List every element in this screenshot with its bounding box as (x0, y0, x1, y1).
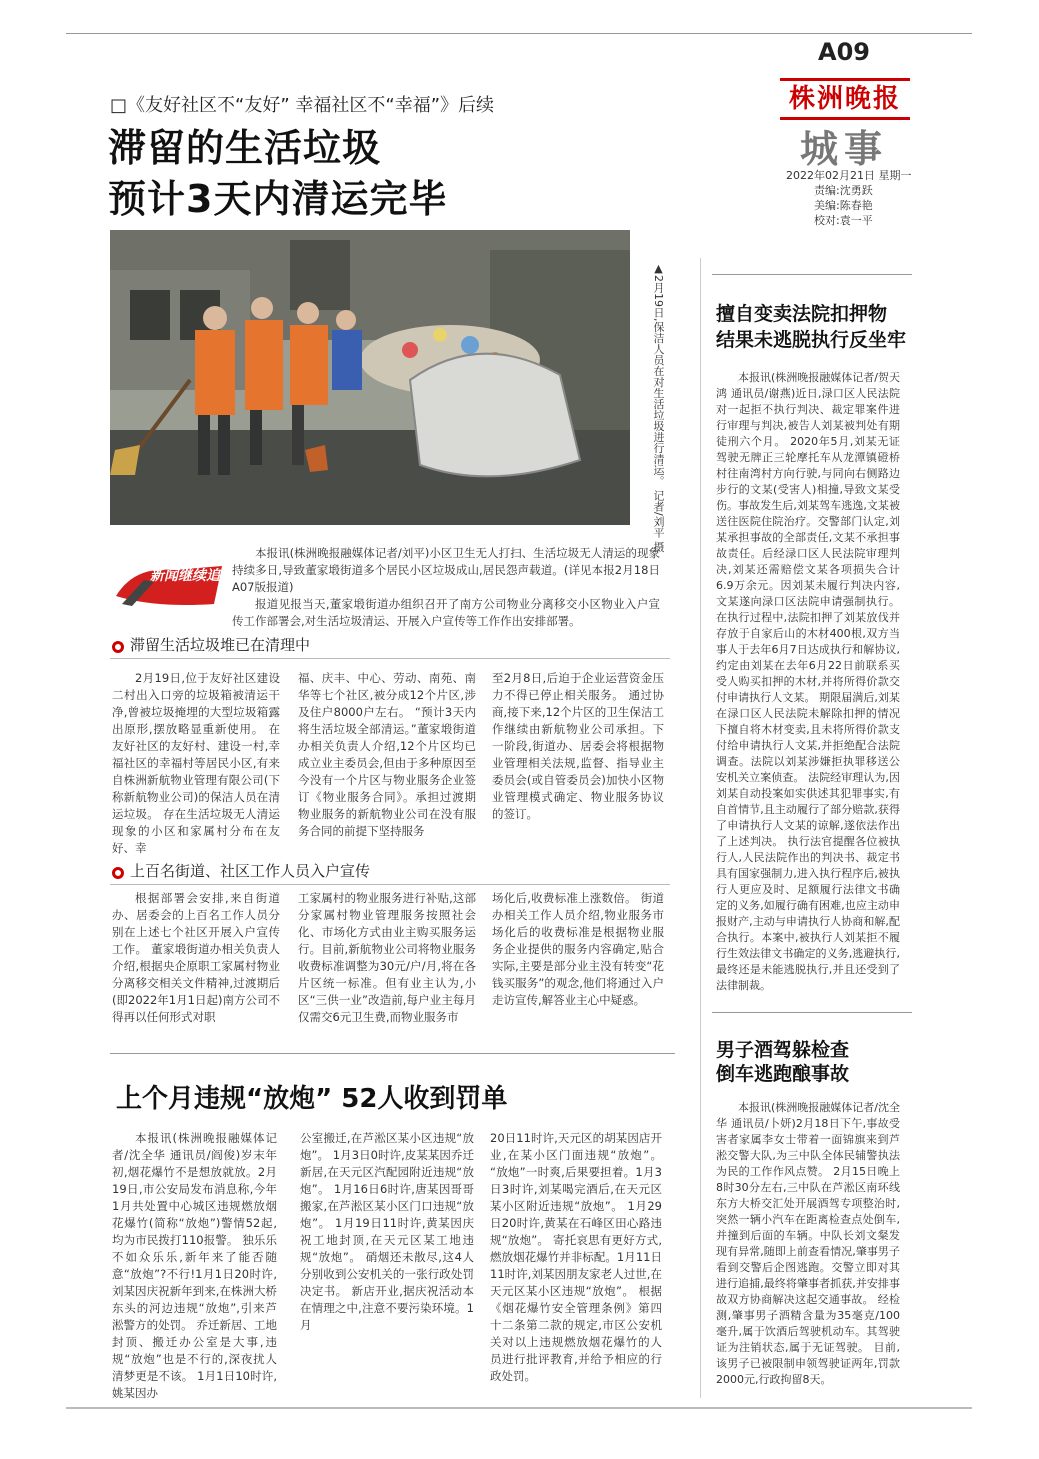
drunk-top-rule (712, 1012, 912, 1013)
drunk-headline-2: 倒车逃跑酿事故 (716, 1063, 850, 1085)
top-rule (66, 33, 972, 34)
red-ring-icon (112, 867, 124, 879)
subhead-1-text: 滞留生活垃圾堆已在清理中 (130, 636, 311, 654)
court-body: 本报讯(株洲晚报融媒体记者/贺天鸿 通讯员/谢燕)近日,渌口区人民法院对一起拒不执行判决、裁定罪案件进行审理与判决,被告人刘某被判处有期徒刑六个月。 2020年5月,刘某无证驾驶无牌正三轮摩托车从龙潭镇磴桥村往南湾村方向行驶,与同向右侧路边步行的文某(受害人)相撞,导致文某受伤。事故发生后,刘某驾车逃逸,文某被送往医院住院治疗。交警部门认定,刘某承担事故的全部责任,文某不承担事故责任。后经渌口区人民法院审理判决,刘某还需赔偿文某各项损失合计6.9万余元。因刘某未履行判决内容,文某遂向渌口区法院申请强制执行。 在执行过程中,法院扣押了刘某放伐并存放于自家后山的木材400根,双方当事人于去年6月7日达成执行和解协议,约定由刘某在去年6月22日前联系买受人购买扣押的木材,并将所得价款交付申请执行人文某。 期限届满后,刘某在渌口区人民法院未解除扣押的情况下擅自将木材变卖,且未将所得价款支付给申请执行人文某,并拒绝配合法院调查。法院以刘某涉嫌拒执罪移送公安机关立案侦查。 法院经审理认为,因刘某自动投案如实供述其犯罪事实,有自首情节,且主动履行了部分赔款,获得了申请执行人文某的谅解,遂依法作出了上述判决。 执行法官提醒各位被执行人,人民法院作出的判决书、裁定书具有国家强制力,进入执行程序后,被执行人更应及时、足额履行法律文书确定的义务,如履行确有困难,也应主动申报财产,主动与申请执行人协商和解,配合执行。本案中,被执行人刘某拒不履行生效法律文书确定的义务,逃避执行,最终还是未能逃脱执行,并且还受到了法律制裁。 (716, 371, 900, 992)
section-2-col-3: 场化后,收费标准上涨数倍。 街道办相关工作人员介绍,物业服务市场化后的收费标准是根据物业服务企业提供的服务内容确定,贴合实际,主要是部分业主没有转变“花钱买服务”的观念,他们将通过入户走访宣传,解答业主心中疑惑。 (492, 891, 664, 1007)
court-headline-1: 擅自变卖法院扣押物 (716, 303, 888, 325)
lead-paragraph-1: 本报讯(株洲晚报融媒体记者/刘平)小区卫生无人打扫、生活垃圾无人清运的现象持续多日,导致董家塅街道多个居民小区垃圾成山,居民怨声载道。(详见本报2月18日A07版报道) (232, 546, 660, 594)
court-headline-2: 结果未逃脱执行反坐牢 (716, 329, 907, 351)
story-kicker: □《友好社区不“友好” 幸福社区不“幸福”》后续 (110, 95, 495, 116)
section-1-col-1: 2月19日,位于友好社区建设二村出入口旁的垃圾箱被清运干净,曾被垃圾掩埋的大型垃圾箱露出原形,摆放略显重新使用。 在友好社区的友好村、建设一村,幸福社区的幸福村等居民小区,有来自株洲新航物业管理有限公司(下称新航物业公司)的保洁人员在清运垃圾。 存在生活垃圾无人清运现象的小区和家属村分布在友好、幸 (112, 671, 280, 855)
lead-paragraph-2: 报道见报当天,董家塅街道办组织召开了南方公司物业分离移交小区物业入户宣传工作部署会,对生活垃圾清运、开展入户宣传等工作作出安排部署。 (232, 597, 660, 628)
section-title: 城事 (800, 127, 889, 171)
subhead-1-rule (110, 658, 670, 659)
headline-line-1: 滞留的生活垃圾 (108, 126, 382, 170)
headline-line-2: 预计3天内清运完毕 (108, 177, 448, 221)
firecracker-col-3: 20日11时许,天元区的胡某因店开业,在某小区门面违规“放炮”。 “放炮”一时爽,后果要担着。1月3日3时许,刘某喝完酒后,在天元区某小区附近违规“放炮”。 1月29日20时许,黄某在石峰区田心路违规“放炮”。 寄托哀思有更好方式,燃放烟花爆竹并非标配。1月11日11时许,刘某因朋友家老人过世,在天元区某小区违规“放炮”。 根据《烟花爆竹安全管理条例》第四十二条第二款的规定,市区公安机关对以上违规燃放烟花爆竹的人员进行批评教育,并给予相应的行政处罚。 (490, 1131, 662, 1383)
subhead-2-text: 上百名街道、社区工作人员入户宣传 (130, 862, 371, 880)
section-2-col-1: 根据部署会安排,来自街道办、居委会的上百名工作人员分别在上述七个社区开展入户宣传工作。 董家塅街道办相关负责人介绍,根据央企原职工家属村物业分离移交相关文件精神,过渡期后(即2022年1月1日起)南方公司不得再以任何形式对职 (112, 891, 280, 1024)
section-2-col-2: 工家属村的物业服务进行补贴,这部分家属村物业管理服务按照社会化、市场化方式由业主购买服务运行。目前,新航物业公司将物业服务收费标准调整为30元/户/月,将在各片区统一标准。但有业主认为,小区“三供一业”改造前,每户业主每月仅需交6元卫生费,而物业服务市 (298, 891, 476, 1024)
subhead-2 (112, 860, 370, 881)
story-divider (110, 1053, 675, 1054)
sanitation-workers-photo (110, 230, 630, 525)
badge-label: 新闻继续追 (150, 568, 220, 584)
news-follow-up-badge (114, 560, 224, 610)
proof-credit: 校对:袁一平 (814, 214, 873, 227)
section-1-col-2: 福、庆丰、中心、劳动、南苑、南华等七个社区,被分成12个片区,涉及住户8000户左右。 “预计3天内将生活垃圾全部清运。”董家塅街道办相关负责人介绍,12个片区均已成立业主委员会,但由于多种原因至今没有一个片区与物业服务企业签订《物业服务合同》。承担过渡期物业服务的新航物业公司在没有服务合同的前提下坚持服务 (298, 671, 476, 838)
bottom-rule (66, 1407, 972, 1409)
red-ring-icon (112, 641, 124, 653)
issue-date: 2022年02月21日 星期一 (786, 169, 912, 182)
firecracker-col-2: 公室搬迁,在芦淞区某小区违规“放炮”。 1月3日0时许,皮某某因乔迁新居,在天元区汽配园附近违规“放炮”。 1月16日6时许,唐某因哥哥搬家,在芦淞区某小区门口违规“放炮”。 1月19日11时许,黄某因庆祝工地封顶,在天元区某工地违规“放炮”。 硝烟还未散尽,这4人分别收到公安机关的一张行政处罚决定书。 新店开业,据庆祝活动本在情理之中,注意不要污染环境。1月 (300, 1131, 474, 1332)
news-photo (110, 230, 630, 525)
subhead-1 (112, 634, 310, 655)
photo-caption: ▲2月19日,保洁人员在对生活垃圾进行清运。 记者/刘平 摄 (652, 262, 665, 553)
section-1-col-3: 至2月8日,后迫于企业运营资金压力不得已停止相关服务。 通过协商,接下来,12个片区的卫生保洁工作继续由新航物业公司承担。下一阶段,街道办、居委会将根据物业管理相关法规,监督、指导业主委员会(或自管委员会)加快小区物业管理模式确定、物业服务协议的签订。 (492, 671, 664, 821)
court-top-rule (712, 274, 912, 275)
editor-credit: 责编:沈勇跃 (814, 184, 873, 197)
art-credit: 美编:陈春艳 (814, 199, 873, 212)
newspaper-logo: 株洲晚报 (780, 78, 910, 120)
page-number: A09 (818, 38, 870, 66)
subhead-2-rule (110, 884, 670, 885)
drunk-headline-1: 男子酒驾躲检查 (716, 1039, 850, 1061)
firecracker-headline: 上个月违规“放炮” 52人收到罚单 (116, 1084, 508, 1114)
drunk-body: 本报讯(株洲晚报融媒体记者/沈全华 通讯员/卜妍)2月18日下午,事故受害者家属李女士带着一面锦旗来到芦淞交警大队,为三中队全体民辅警执法为民的工作作风点赞。 2月15日晚上8时30分左右,三中队在芦淞区南环线东方大桥交汇处开展酒驾专项整治时,突然一辆小汽车在距离检查点处倒车,并撞到后面的车辆。中队长刘文粲发现有异常,随即上前查看情况,肇事男子看到交警后企图逃跑。交警立即对其进行追捕,最终将肇事者抓获,并安排事故双方协商解决这起交通事故。 经检测,肇事男子酒精含量为35毫克/100毫升,属于饮酒后驾驶机动车。其驾驶证为注销状态,属于无证驾驶。 目前,该男子已被限制申领驾驶证两年,罚款2000元,行政拘留8天。 (716, 1101, 900, 1386)
column-divider (700, 258, 701, 1398)
firecracker-col-1: 本报讯(株洲晚报融媒体记者/沈全华 通讯员/阎俊)岁末年初,烟花爆竹不是想放就放。2月19日,市公安局发布消息称,今年1月共处置中心城区违规燃放烟花爆竹(简称“放炮”)警情52起,均为市民拨打110报警。 独乐乐不如众乐乐,新年来了能否随意“放炮”?不行!1月1日20时许,刘某因庆祝新年到来,在株洲大桥东头的河边违规“放炮”,引来芦淞警方的处罚。 乔迁新居、工地封顶、搬迁办公室是大事,违规“放炮”也是不行的,深夜扰人清梦更是不该。 1月1日10时许,姚某因办 (112, 1131, 277, 1400)
